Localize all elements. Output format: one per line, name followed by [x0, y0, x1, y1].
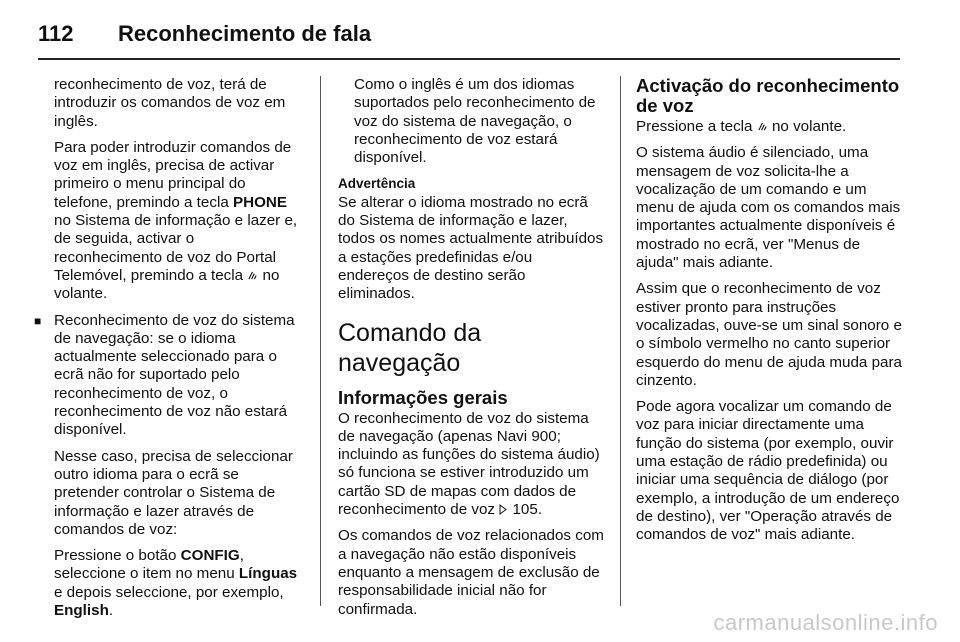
page-header [38, 14, 371, 54]
page-number: 112 [38, 21, 74, 46]
paragraph: Como o inglês é um dos idiomas suportados pelo reconhecimento de voz do sistema de navegação, o reconhecimento de voz estará disponível. [354, 76, 596, 167]
subsection-heading: Activação do reconhecimento de voz [636, 75, 900, 116]
column-1 [34, 76, 306, 628]
subsection-heading: Informações gerais [338, 386, 508, 408]
column-3 [636, 76, 902, 553]
menu-item-languages: Línguas [238, 565, 298, 583]
column-divider-1 [320, 76, 321, 606]
list-item: ■ Reconhecimento de voz do sistema de navegação: se o idioma actualmente seleccionado para o ecrã não for suportado pelo reconhecimento de voz, o reconhecimento de voz não estará disponível. [34, 311, 295, 439]
header-rule [38, 58, 900, 60]
page-reference-icon [499, 504, 508, 515]
voice-control-icon [757, 121, 768, 132]
config-key: CONFIG [180, 547, 240, 565]
column-2 [338, 76, 604, 627]
page-reference: 105 [512, 501, 538, 519]
chapter-title: Reconhecimento de fala [118, 21, 372, 46]
note-block [338, 175, 604, 303]
bullet-icon: ■ [34, 313, 42, 328]
note-title: Advertência [338, 176, 416, 192]
paragraph: reconhecimento de voz, terá de introduzir os comandos de voz em inglês. [54, 76, 286, 130]
section-heading: Comando da navegação [338, 318, 482, 377]
paragraph: Os comandos de voz relacionados com a navegação não estão disponíveis enquanto a mensagem de exclusão de responsabilidade inicial não for confirmada. [338, 527, 604, 618]
note-text: Se alterar o idioma mostrado no ecrã do Sistema de informação e lazer, todos os nomes actualmente atribuídos a estações predefinidas e/ou endereços de destino serão eliminados. [338, 193, 604, 303]
phone-key: PHONE [233, 193, 288, 211]
paragraph: Assim que o reconhecimento de voz estiver pronto para instruções vocalizadas, ouve-se um sinal sonoro e o símbolo vermelho no canto superior esquerdo do menu de ajuda muda para cinzento. [636, 280, 902, 389]
watermark: carmanualsonline.info [713, 610, 938, 635]
paragraph: Pressione a tecla no volante. [636, 118, 847, 135]
paragraph: Pode agora vocalizar um comando de voz para iniciar directamente uma função do sistema (por exemplo, ouvir uma estação de rádio predefinida) ou iniciar uma sequência de diálogo (por exemplo, a introdução de um endereço de destino), ver "Operação através de comandos de voz" mais adiante. [636, 398, 900, 544]
paragraph: Pressione o botão CONFIG, seleccione o item no menu Línguas e depois seleccione, por exemplo, English. [54, 547, 298, 620]
option-english: English [54, 602, 109, 620]
paragraph: Nesse caso, precisa de seleccionar outro idioma para o ecrã se pretender controlar o Sistema de informação e lazer através de comandos de voz: [54, 447, 293, 538]
column-divider-2 [620, 76, 621, 606]
paragraph: O reconhecimento de voz do sistema de navegação (apenas Navi 900; incluindo as funções do sistema áudio) só funciona se estiver introduzido um cartão SD de mapas com dados de reconhecimento de voz 105. [338, 409, 600, 519]
voice-control-icon [247, 270, 258, 281]
paragraph: O sistema áudio é silenciado, uma mensagem de voz solicita-lhe a vocalização de um comando e um menu de ajuda com os comandos mais importantes actualmente disponíveis é mostrado no ecrã, ver "Menus de ajuda" mais adiante. [636, 144, 901, 272]
paragraph: Para poder introduzir comandos de voz em inglês, precisa de activar primeiro o menu principal do telefone, premindo a tecla PHONE no Sistema de informação e lazer e, de seguida, activar o reconhecimento de voz do Portal Telemóvel, premindo a tecla no volante. [54, 138, 298, 303]
